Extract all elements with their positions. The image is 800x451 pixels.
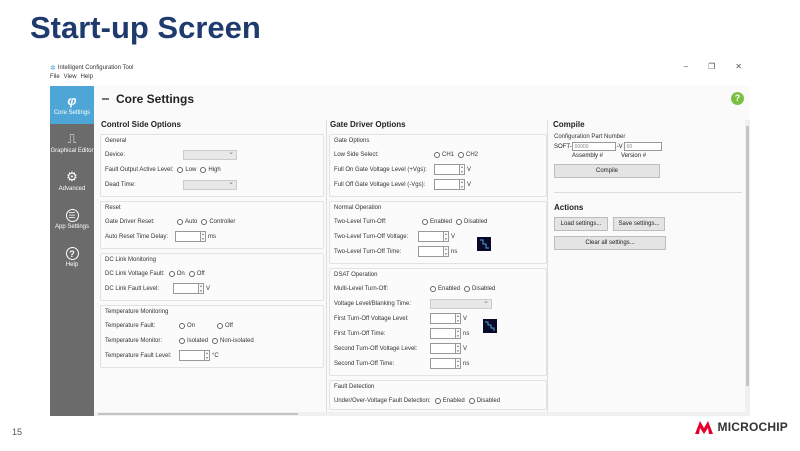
dc-fault-level-label: DC Link Fault Level: — [105, 285, 160, 292]
help-icon: ? — [66, 247, 79, 260]
microchip-logo — [694, 418, 788, 436]
unit-label: ns — [451, 248, 458, 255]
control-side-column — [98, 120, 324, 416]
dc-on-radio[interactable]: On — [169, 271, 185, 277]
second-time-label: Second Turn-Off Time: — [334, 360, 395, 367]
sidebar-item-label: Graphical Editor — [50, 148, 94, 154]
two-level-time-stepper[interactable]: ▲ ▼ — [418, 246, 449, 257]
core-settings-icon: φ — [67, 93, 77, 108]
divider — [554, 192, 742, 193]
dc-link-group — [100, 253, 324, 301]
uv-ov-enabled-radio[interactable]: Enabled — [435, 398, 465, 404]
app-logo-icon: ✲ — [50, 65, 56, 72]
load-settings-button[interactable]: Load settings... — [554, 217, 608, 231]
temp-monitor-label: Temperature Monitor: — [105, 337, 163, 344]
gate-driver-column — [326, 120, 548, 416]
minimize-icon[interactable]: – — [683, 62, 689, 71]
sidebar-item-help[interactable] — [50, 238, 94, 276]
sidebar-item-label: Help — [65, 261, 79, 268]
compile-button[interactable]: Compile — [554, 164, 660, 178]
fault-output-label: Fault Output Active Level: — [105, 166, 174, 173]
unit-label: V — [451, 233, 456, 240]
temp-non-isolated-radio[interactable]: Non-isolated — [212, 338, 254, 344]
group-title: DSAT Operation — [334, 272, 378, 278]
sidebar-item-label: App Settings — [54, 223, 90, 230]
sidebar-item-label: Advanced — [58, 186, 86, 192]
group-title: DC Link Monitoring — [105, 257, 157, 263]
sidebar-item-label: Core Settings — [53, 110, 91, 116]
compile-title: Compile — [553, 120, 585, 129]
sidebar-item-app-settings[interactable] — [50, 200, 94, 238]
two-level-disabled-radio[interactable]: Disabled — [456, 219, 487, 225]
second-voltage-stepper[interactable]: ▲ ▼ — [430, 343, 461, 354]
sidebar-item-graphical-editor[interactable] — [50, 124, 94, 162]
dead-time-label: Dead Time: — [105, 181, 136, 188]
low-side-label: Low Side Select: — [334, 151, 379, 158]
group-title: Temperature Monitoring — [105, 309, 169, 315]
gate-options-group — [329, 134, 547, 197]
full-on-stepper[interactable]: ▲ ▼ — [434, 164, 465, 175]
group-title: General — [105, 138, 127, 144]
slide-title: Start-up Screen — [30, 10, 261, 45]
uv-ov-disabled-radio[interactable]: Disabled — [469, 398, 500, 404]
assembly-label: Assembly # — [572, 153, 604, 159]
window-controls — [684, 62, 742, 71]
unit-label: ms — [208, 233, 216, 240]
two-level-voltage-stepper[interactable]: ▲ ▼ — [418, 231, 449, 242]
part-separator: -V — [616, 143, 623, 150]
gears-icon: ⚙ — [66, 169, 78, 184]
restore-icon[interactable]: ❐ — [708, 62, 716, 71]
unit-label: ns — [463, 330, 470, 337]
waveform-icon: ⎍ — [67, 131, 77, 146]
unit-label: V — [206, 285, 211, 292]
auto-delay-label: Auto Reset Time Delay: — [105, 233, 169, 240]
save-settings-button[interactable]: Save settings... — [613, 217, 665, 231]
menu-help[interactable]: Help — [80, 74, 93, 80]
vertical-scrollbar[interactable] — [745, 120, 750, 416]
version-input[interactable]: 00 — [624, 142, 662, 151]
temp-level-stepper[interactable]: ▲ ▼ — [179, 350, 210, 361]
window-titlebar — [50, 62, 750, 74]
sidebar-item-advanced[interactable] — [50, 162, 94, 200]
unit-label: ns — [463, 360, 470, 367]
reset-controller-radio[interactable]: Controller — [201, 219, 235, 225]
logo-text: MICROCHIP — [717, 420, 788, 434]
horizontal-scrollbar[interactable] — [94, 412, 745, 416]
window-title: Intelligent Configuration Tool — [57, 65, 134, 71]
full-off-label: Full Off Gate Voltage Level (-Vgs): — [334, 181, 426, 188]
group-title: Normal Operation — [334, 205, 382, 211]
first-voltage-label: First Turn-Off Voltage Level: — [334, 315, 409, 322]
second-voltage-label: Second Turn-Off Voltage Level: — [334, 345, 418, 352]
two-level-voltage-label: Two-Level Turn-Off Voltage: — [334, 233, 409, 240]
general-group — [100, 134, 324, 197]
assembly-input[interactable]: 00000 — [572, 142, 616, 151]
dsat-group — [329, 268, 547, 376]
full-on-label: Full On Gate Voltage Level (+Vgs): — [334, 166, 427, 173]
reset-auto-radio[interactable]: Auto — [177, 219, 197, 225]
two-level-enabled-radio[interactable]: Enabled — [422, 219, 452, 225]
device-dropdown[interactable] — [183, 150, 237, 160]
unit-label: V — [463, 315, 468, 322]
auto-delay-stepper[interactable]: ▲ ▼ — [175, 231, 206, 242]
clear-settings-button[interactable]: Clear all settings... — [554, 236, 666, 250]
two-level-time-label: Two-Level Turn-Off Time: — [334, 248, 402, 255]
part-number-label: Configuration Part Number — [554, 134, 626, 140]
menu-file[interactable]: File — [50, 74, 60, 80]
multi-level-disabled-radio[interactable]: Disabled — [464, 286, 495, 292]
temp-level-label: Temperature Fault Level: — [105, 352, 172, 359]
sidebar-item-core-settings[interactable] — [50, 86, 94, 124]
group-title: Fault Detection — [334, 384, 375, 390]
temp-isolated-radio[interactable]: Isolated — [179, 338, 208, 344]
ch1-radio[interactable]: CH1 — [434, 152, 454, 158]
driver-reset-label: Gate Driver Reset: — [105, 218, 155, 225]
app-window — [50, 62, 750, 416]
multi-level-label: Multi-Level Turn-Off: — [334, 285, 389, 292]
temp-fault-label: Temperature Fault: — [105, 322, 156, 329]
sidebar — [50, 86, 94, 416]
blanking-dropdown[interactable] — [430, 299, 492, 309]
gate-driver-title: Gate Driver Options — [330, 120, 406, 129]
main-content — [94, 86, 750, 416]
page-title: Core Settings — [116, 92, 195, 106]
first-time-label: First Turn-Off Time: — [334, 330, 386, 337]
dc-off-radio[interactable]: Off — [189, 271, 205, 277]
unit-label: V — [467, 166, 472, 173]
actions-title: Actions — [554, 203, 584, 212]
dead-time-dropdown[interactable] — [183, 180, 237, 190]
version-label: Version # — [621, 153, 647, 159]
unit-label: V — [463, 345, 468, 352]
multi-level-waveform-icon — [483, 319, 497, 333]
device-label: Device: — [105, 151, 126, 158]
uv-ov-label: Under/Over-Voltage Fault Detection: — [334, 397, 431, 404]
unit-label: °C — [212, 352, 219, 359]
microchip-logo-icon — [694, 418, 714, 436]
second-time-stepper[interactable]: ▲ ▼ — [430, 358, 461, 369]
header-marker — [102, 98, 109, 100]
part-prefix: SOFT- — [554, 143, 572, 150]
first-time-stepper[interactable]: ▲ ▼ — [430, 328, 461, 339]
reset-group — [100, 201, 324, 249]
close-icon[interactable]: ✕ — [735, 62, 742, 71]
help-button[interactable]: ? — [731, 92, 744, 105]
unit-label: V — [467, 181, 472, 188]
two-level-label: Two-Level Turn-Off: — [334, 218, 387, 225]
fault-detection-group — [329, 380, 547, 410]
compile-column — [550, 120, 742, 416]
dc-fault-level-stepper[interactable]: ▲ ▼ — [173, 283, 204, 294]
two-level-waveform-icon — [477, 237, 491, 251]
temp-on-radio[interactable]: On — [179, 323, 213, 329]
control-side-title: Control Side Options — [101, 120, 181, 129]
full-off-stepper[interactable]: ▲ ▼ — [434, 179, 465, 190]
group-title: Gate Options — [334, 138, 370, 144]
fault-low-radio[interactable]: Low — [177, 167, 196, 173]
ch2-radio[interactable]: CH2 — [458, 152, 478, 158]
group-title: Reset — [105, 205, 121, 211]
dc-voltage-fault-label: DC Link Voltage Fault: — [105, 270, 165, 277]
normal-operation-group — [329, 201, 547, 264]
temp-off-radio[interactable]: Off — [217, 323, 233, 329]
blanking-label: Voltage Level/Blanking Time: — [334, 300, 412, 307]
multi-level-enabled-radio[interactable]: Enabled — [430, 286, 460, 292]
temperature-group — [100, 305, 324, 368]
page-header — [102, 92, 194, 106]
menu-bar — [50, 74, 93, 84]
menu-view[interactable]: View — [63, 74, 77, 80]
fault-high-radio[interactable]: High — [200, 167, 220, 173]
slide-number: 15 — [12, 427, 23, 437]
app-settings-icon: ☰ — [66, 209, 79, 222]
first-voltage-stepper[interactable]: ▲ ▼ — [430, 313, 461, 324]
